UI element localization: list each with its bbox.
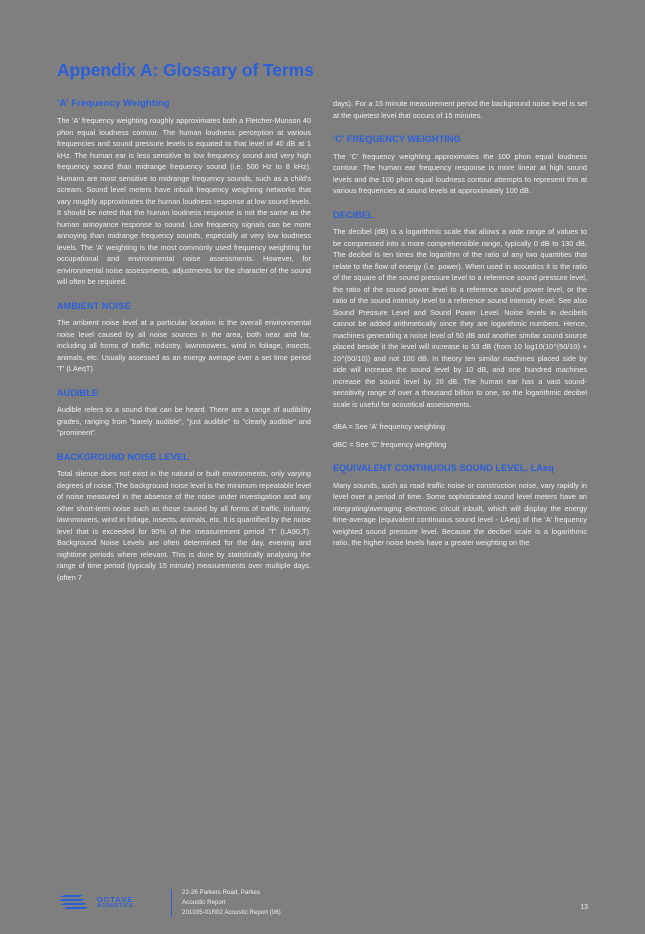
section-body-decibel: The decibel (dB) is a logarithmic scale that allows a wide range of values to be compressed into a more comprehensible range, typically 0 dB to 130 dB. The decibel is ten times the logarithm of the ratio of any two quantities that relate to the flow of energy (i.e. power). When used in acoustics it is the ratio of the square of the sound pressure level to a reference sound pressure level, the ratio of the sound power level to a reference sound power level, or the ratio of the sound intensity level to a reference sound intensity level. See also Sound Pressure Level and Sound Power Level. Noise levels in decibels cannot be added arithmetically since they are logarithmic numbers. Hence, machines generating a noise level of 50 dB and another similar sound source placed beside it the level will increase to 53 dB (from 10 log10(10^(50/10) + 10^(50/10)) and not 100 dB. In theory ten similar machines placed side by side will increase the sound level by 10 dB, and one hundred machines increase the sound level by 20 dB. The human ear has a vast sound-sensitivity range of over a thousand billion to one, so the logarithmic decibel scale is useful for acoustical assessments. xyxy=(333,227,587,409)
footer-line-project: 22-26 Parkers Road, Parkes xyxy=(182,888,261,896)
logo-name-line-2: ACOUSTICS xyxy=(97,903,134,910)
section-heading-c-frequency-weighting: 'C' FREQUENCY WEIGHTING xyxy=(333,134,461,145)
left-column xyxy=(57,98,311,888)
section-body-c-frequency-weighting: The 'C' frequency weighting approximates the 100 phon equal loudness contour. The human ear frequency response is more linear at high sound levels and the 100 phon equal loudness contour attempts to represent this at various frequencies at sound levels at approximately 100 dB. xyxy=(333,151,587,196)
footer-line-doc-type: Acoustic Report xyxy=(182,898,226,906)
section-body-decibel-dba: dBA = See 'A' frequency weighting xyxy=(333,422,445,432)
two-column-body xyxy=(57,98,588,888)
page-title: Appendix A: Glossary of Terms xyxy=(57,60,314,80)
section-body-background-noise-level: Total silence does not exist in the natural or built environments, only varying degrees of noise. The background noise level is the minimum repeatable level of noise measured in the absence of the noise under investigation and any other short-term noise such as those caused by all forms of traffic, industry, lawnmowers, wind in foliage, insects, animals, etc. It is quantified by the noise level that is exceeded for 90% of the measurement period 'T' (LA90,T). Background Noise Levels are often determined for the day, evening and nighttime periods where relevant. This is done by statistically analysing the range of time period (typically 15 minute) measurements over multiple days. (often 7 xyxy=(57,469,311,582)
right-column xyxy=(333,98,587,888)
footer-line-doc-ref: 201035-01R02 Acoustic Report (06) xyxy=(182,909,281,917)
section-heading-audible: AUDIBLE xyxy=(57,387,99,398)
page-number: 13 xyxy=(580,904,588,911)
section-body-background-noise-level-continued: days). For a 15 minute measurement period the background noise level is set at the quietest level that occurs of 15 minutes. xyxy=(333,99,587,120)
section-body-a-frequency-weighting: The 'A' frequency weighting roughly approximates both a Fletcher-Munson 40 phon equal loudness contour. The human loudness perception at various frequencies and sound pressure levels is equated to that level of 40 dB at 1 kHz. The human ear is less sensitive to low frequency sound and very high frequency sound than midrange frequency sound (i.e. 500 Hz to 8 kHz). Humans are most sensitive to midrange frequency sounds, such as a child's scream. Sound level meters have inbuilt frequency weighting networks that vary roughly approximates the human loudness response at low sound levels. It should be noted that the human loudness response is not the same as the human annoyance response to sound. Low frequency signals can be more annoying than midrange frequency sounds, especially at very low loudness levels. The 'A' weighting is the most commonly used frequency weighting for occupational and environmental noise assessments. However, for environmental noise assessments, adjustments for the character of the sound will often be required. xyxy=(57,115,311,287)
section-heading-background-noise-level: BACKGROUND NOISE LEVEL xyxy=(57,451,189,462)
section-body-decibel-dbc: dBC = See 'C' frequency weighting xyxy=(333,439,447,449)
section-heading-a-frequency-weighting: 'A' Frequency Weighting xyxy=(57,98,170,109)
section-heading-ambient-noise: AMBIENT NOISE xyxy=(57,300,131,311)
section-heading-equivalent-continuous-sound-level: EQUIVALENT CONTINUOUS SOUND LEVEL, LAeq xyxy=(333,463,554,474)
footer-divider xyxy=(171,889,172,917)
section-body-ambient-noise: The ambient noise level at a particular location is the overall environmental noise level caused by all noise sources in the area, both near and far, including all forms of traffic, industry, lawnmowers, wind in foliage, insects, animals, etc. Usually assessed as an energy average over a set time period 'T' (LAeqT). xyxy=(57,318,311,374)
section-body-audible: Audible refers to a sound that can be heard. There are a range of audibility grades, ranging from "barely audible", "just audible" to "clearly audible" and "prominent". xyxy=(57,405,311,438)
section-body-equivalent-continuous-sound-level: Many sounds, such as road traffic noise or construction noise, vary rapidly in level over a period of time. Some sophisticated sound level meters have an integrating/averaging electronic circuit inbuilt, which will display the energy time-average (equivalent continuous sound level - LAeq) of the 'A' frequency weighted sound pressure level. Because the decibel scale is a logarithmic ratio, the higher noise levels have a greater weighting on the xyxy=(333,480,587,548)
octave-acoustics-logo xyxy=(57,890,165,916)
page-footer xyxy=(57,886,588,920)
logo-name-line-1: OCTAVE xyxy=(97,895,134,905)
sound-wave-logo-icon xyxy=(57,893,93,913)
section-heading-decibel: DECIBEL xyxy=(333,209,374,220)
footer-document-info xyxy=(182,888,281,918)
